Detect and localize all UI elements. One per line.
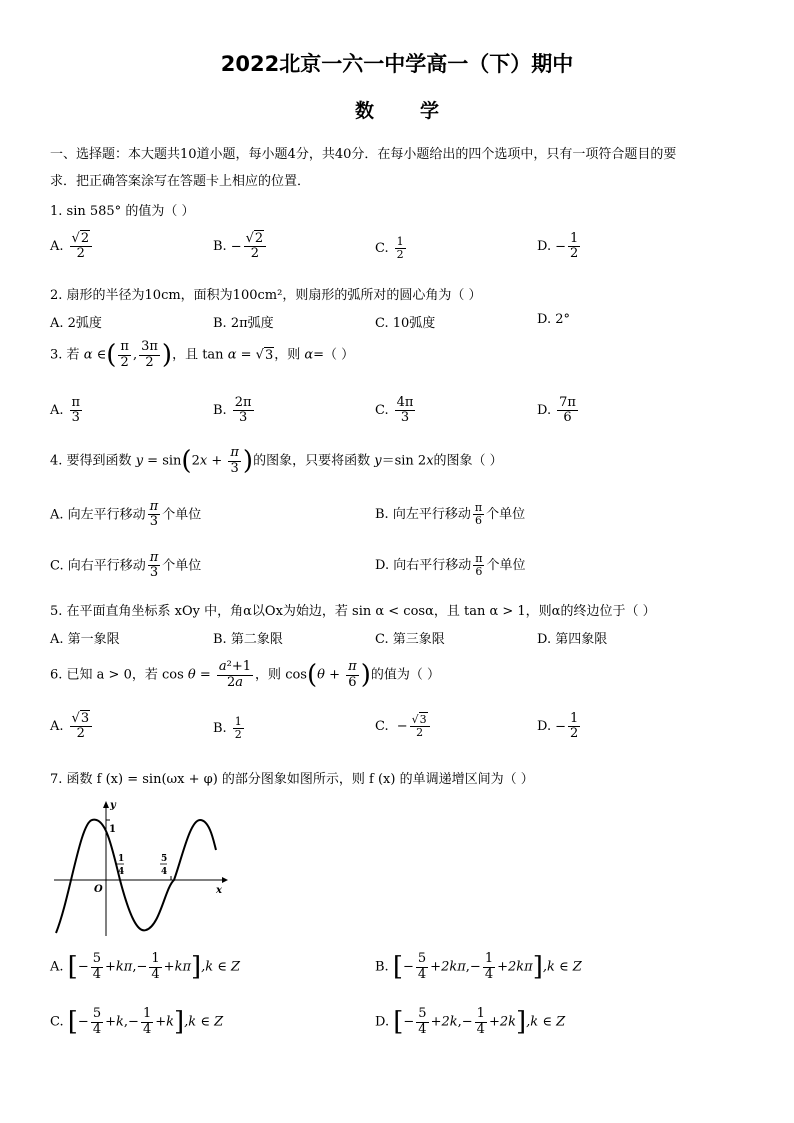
question-4-stem: 4. 要得到函数 y = sin(2x + $\frac{\pi}{3}$ )的图象，只要将函数 y＝sin 2x的图象（ ）	[50, 445, 503, 476]
q6-option-d: D. − $\frac{1}{2}$	[537, 711, 579, 742]
y-axis-label: y	[110, 800, 116, 811]
q6-option-a: A. $\frac{√3}{2}$	[50, 712, 94, 742]
q5-option-d: D. 第四象限	[537, 632, 608, 647]
q7-option-a: A. [− $\frac{5}{4}$ +kπ,− $\frac{1}{4}$ +kπ],k ∈ Z	[50, 951, 241, 982]
q6-option-b: B. $\frac{1}{2}$	[213, 715, 242, 742]
q7-option-b: B. [− $\frac{5}{4}$ +2kπ,− $\frac{1}{4}$ +2kπ],k ∈ Z	[375, 951, 582, 982]
q5-option-a: A. 第一象限	[50, 632, 120, 647]
x-axis-label: x	[216, 885, 222, 896]
question-5-stem: 5. 在平面直角坐标系 xOy 中，角α以Ox为始边，若 sin α < cosα，且 tan α > 1，则α的终边位于（ ）	[50, 604, 656, 619]
question-6-stem: 6. 已知 a > 0，若 cos θ = $\frac{\text{a²+1}}{2a}$ ，则 cos(θ + $\frac{\pi}{6}$ )的值为（ ）	[50, 659, 440, 690]
question-1-stem: 1. sin 585° 的值为（ ）	[50, 204, 195, 219]
subject-heading: 数学	[354, 100, 485, 122]
q4-option-b: B. 向左平行移动 $\frac{\pi}{6}$ 个单位	[375, 501, 526, 528]
section-instructions-line1: 一、选择题：本大题共10道小题，每小题4分，共40分．在每小题给出的四个选项中，只有一项符合题目的要	[50, 147, 677, 162]
q1-option-a: A. $\frac{√2}{2}$	[50, 232, 94, 262]
q4-option-d: D. 向右平行移动 $\frac{\pi}{6}$ 个单位	[375, 552, 526, 579]
tick-label-one: 1	[109, 824, 116, 835]
exam-title: 2022北京一六一中学高一（下）期中	[220, 52, 574, 76]
tick-label-five-num: 5	[161, 854, 168, 864]
q2-option-c: C. 10弧度	[375, 316, 436, 331]
question-7-stem: 7. 函数 f (x) = sin(ωx + φ) 的部分图象如图所示，则 f (x) 的单调递增区间为（ ）	[50, 772, 534, 787]
q3-option-c: C. $\frac{4\pi}{3}$	[375, 395, 414, 426]
q2-option-d: D. 2°	[537, 312, 570, 327]
q1-option-c: C. $\frac{1}{2}$	[375, 235, 404, 262]
q1-option-d: D. − $\frac{1}{2}$	[537, 231, 579, 262]
q4-option-a: A. 向左平行移动 $\frac{\pi}{3}$ 个单位	[50, 499, 202, 530]
q3-option-b: B. $\frac{2\pi}{3}$	[213, 395, 252, 426]
sine-graph	[50, 798, 230, 940]
q3-option-d: D. $\frac{7\pi}{6}$	[537, 395, 576, 426]
q3-option-a: A. $\frac{\pi}{3}$	[50, 395, 81, 426]
question-3-stem: 3. 若 α ∈( $\frac{\pi}{2}$ , $\frac{3\pi}{2}$ )，且 tan α = √3，则 α=（ ）	[50, 339, 355, 370]
q1-option-b: B. − $\frac{√2}{2}$	[213, 232, 268, 262]
q4-option-c: C. 向右平行移动 $\frac{\pi}{3}$ 个单位	[50, 550, 202, 581]
q5-option-b: B. 第二象限	[213, 632, 283, 647]
q7-option-d: D. [− $\frac{5}{4}$ +2k,− $\frac{1}{4}$ +2k],k ∈ Z	[375, 1006, 566, 1037]
q5-option-c: C. 第三象限	[375, 632, 445, 647]
origin-label: O	[94, 884, 103, 895]
tick-label-five-den: 4	[161, 867, 168, 877]
tick-label-quarter-den: 4	[118, 867, 125, 877]
q6-option-c: C. − $\frac{√3}{2}$	[375, 714, 432, 739]
question-2-stem: 2. 扇形的半径为10cm，面积为100cm²，则扇形的弧所对的圆心角为（ ）	[50, 288, 482, 303]
q2-option-a: A. 2弧度	[50, 316, 102, 331]
tick-label-quarter-num: 1	[118, 854, 125, 864]
section-instructions-line2: 求．把正确答案涂写在答题卡上相应的位置．	[50, 174, 311, 189]
q7-option-c: C. [− $\frac{5}{4}$ +k,− $\frac{1}{4}$ +k],k ∈ Z	[50, 1006, 224, 1037]
q2-option-b: B. 2π弧度	[213, 316, 274, 331]
